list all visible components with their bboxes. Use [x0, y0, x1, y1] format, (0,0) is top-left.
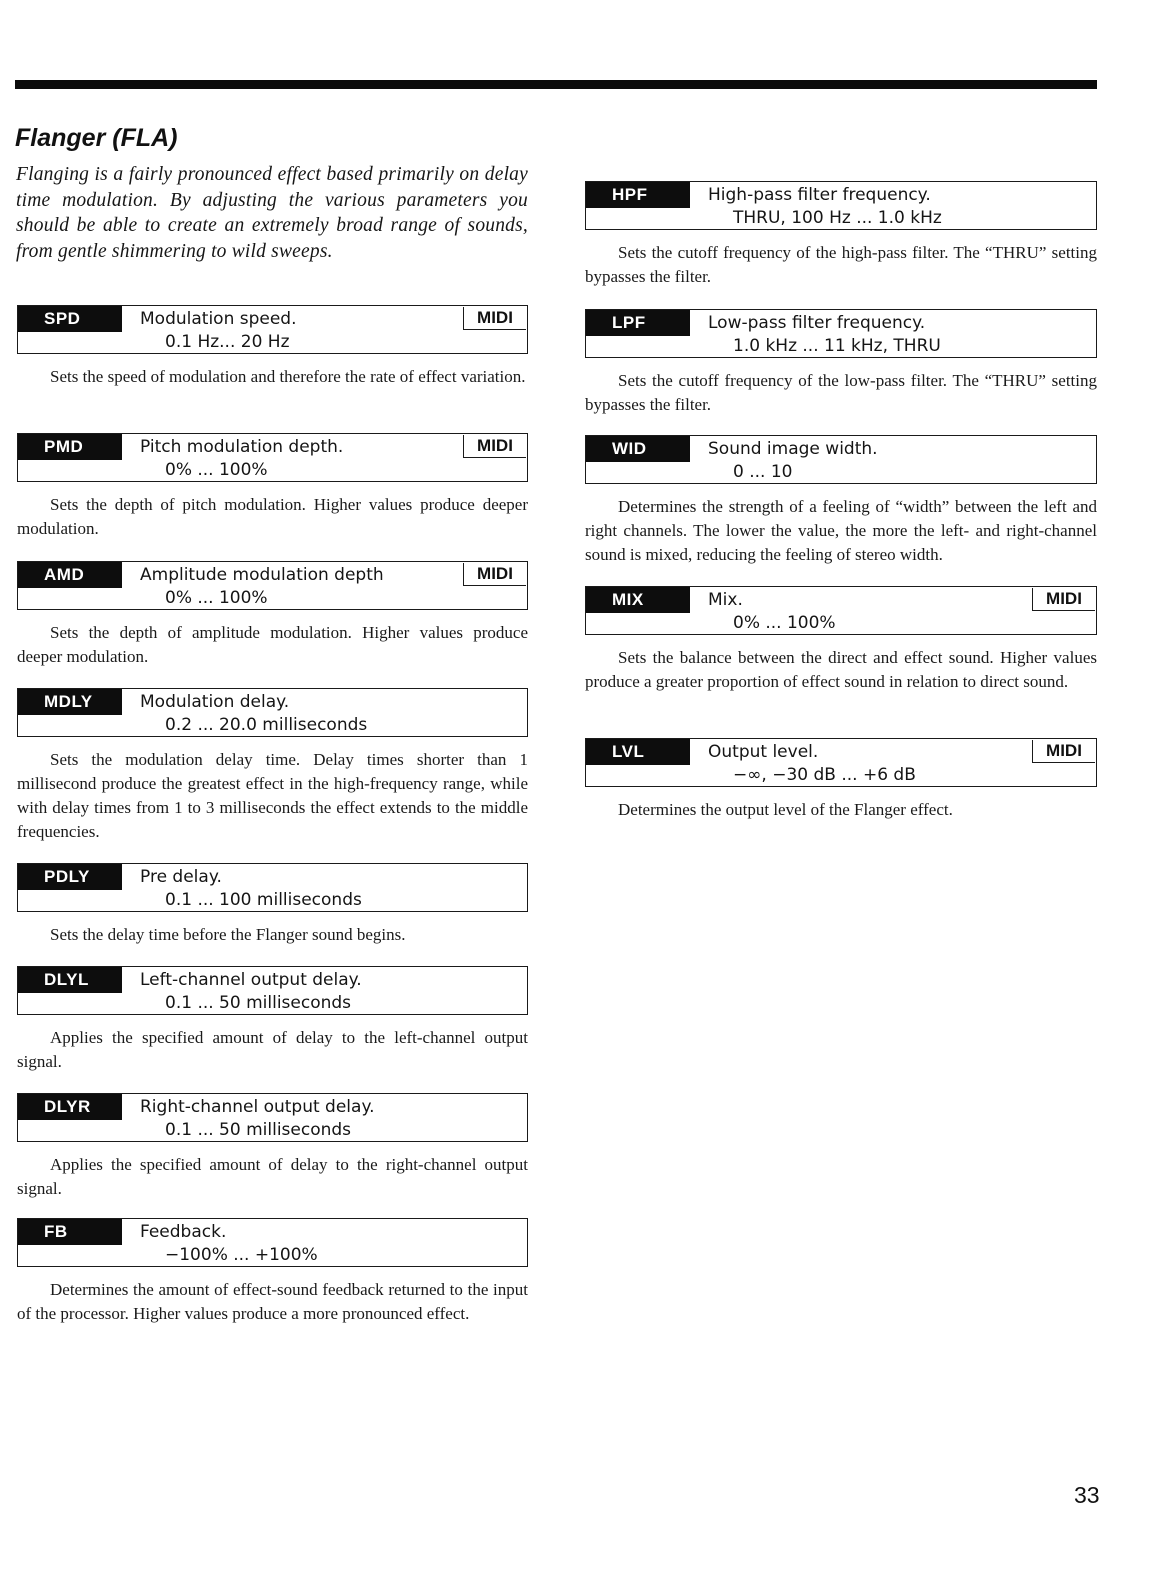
param-name: Mix. [708, 590, 743, 610]
param-box [17, 863, 528, 912]
param-range: −∞, −30 dB ... +6 dB [733, 765, 916, 785]
midi-badge: MIDI [463, 435, 526, 458]
param-description: Sets the cutoff frequency of the low-pass filter. The “THRU” setting bypasses the filter. [585, 371, 1097, 414]
param-range: 0.1 ... 50 milliseconds [165, 1120, 352, 1140]
param-dlyl [17, 966, 528, 1074]
param-pmd [17, 433, 528, 541]
param-tag: WID [586, 436, 690, 462]
param-tag: LPF [586, 310, 690, 336]
param-wid [585, 435, 1097, 567]
param-description: Sets the delay time before the Flanger sound begins. [50, 925, 406, 944]
param-range: 0% ... 100% [165, 588, 268, 608]
param-description: Sets the cutoff frequency of the high-pass filter. The “THRU” setting bypasses the filter. [585, 243, 1097, 286]
param-box [17, 433, 528, 482]
section-intro: Flanging is a fairly pronounced effect based primarily on delay time modulation. By adjusting the various parameters you should be able to create an extremely broad range of sounds, from gentle shimmering to wild sweeps. [16, 164, 528, 262]
param-mix [585, 586, 1097, 694]
param-hpf [585, 181, 1097, 289]
param-tag: HPF [586, 182, 690, 208]
param-name: Output level. [708, 742, 819, 762]
param-range: 0.2 ... 20.0 milliseconds [165, 715, 368, 735]
param-tag: SPD [18, 306, 122, 332]
param-name: Pre delay. [140, 867, 222, 887]
page-number: 33 [1074, 1482, 1100, 1508]
param-spd [17, 305, 528, 389]
param-name: Pitch modulation depth. [140, 437, 344, 457]
param-description: Sets the balance between the direct and effect sound. Higher values produce a greater proportion of effect sound in relation to direct sound. [585, 648, 1097, 691]
param-description: Sets the depth of amplitude modulation. Higher values produce deeper modulation. [17, 623, 528, 666]
param-amd [17, 561, 528, 669]
param-box [585, 738, 1097, 787]
param-range: 1.0 kHz ... 11 kHz, THRU [733, 336, 941, 356]
param-description: Applies the specified amount of delay to the left-channel output signal. [17, 1028, 528, 1071]
param-box [585, 309, 1097, 358]
param-range: 0.1 ... 100 milliseconds [165, 890, 362, 910]
param-name: Modulation speed. [140, 309, 297, 329]
param-description: Determines the amount of effect-sound feedback returned to the input of the processor. Higher values produce a more pronounced effect. [17, 1280, 528, 1323]
param-name: Modulation delay. [140, 692, 290, 712]
param-tag: MDLY [18, 689, 122, 715]
param-tag: LVL [586, 739, 690, 765]
midi-badge: MIDI [1032, 588, 1095, 611]
param-box [17, 1093, 528, 1142]
param-name: Right-channel output delay. [140, 1097, 375, 1117]
param-description: Determines the output level of the Flanger effect. [618, 800, 953, 819]
param-tag: DLYL [18, 967, 122, 993]
param-description: Sets the depth of pitch modulation. Higher values produce deeper modulation. [17, 495, 528, 538]
param-fb [17, 1218, 528, 1326]
param-name: High-pass filter frequency. [708, 185, 931, 205]
param-tag: PMD [18, 434, 122, 460]
param-tag: DLYR [18, 1094, 122, 1120]
param-name: Amplitude modulation depth [140, 565, 384, 585]
param-name: Sound image width. [708, 439, 878, 459]
param-range: 0% ... 100% [165, 460, 268, 480]
param-range: 0.1 ... 50 milliseconds [165, 993, 352, 1013]
param-pdly [17, 863, 528, 947]
param-tag: FB [18, 1219, 122, 1245]
param-box [17, 688, 528, 737]
param-box [585, 181, 1097, 230]
param-mdly [17, 688, 528, 844]
param-name: Feedback. [140, 1222, 227, 1242]
param-lvl [585, 738, 1097, 822]
param-tag: MIX [586, 587, 690, 613]
midi-badge: MIDI [463, 563, 526, 586]
param-range: −100% ... +100% [165, 1245, 318, 1265]
header-rule [15, 80, 1097, 89]
param-range: THRU, 100 Hz ... 1.0 kHz [733, 208, 942, 228]
param-description: Determines the strength of a feeling of “width” between the left and right channels. The lower the value, the more the left- and right-channel sound is mixed, reducing the feeling of stereo width. [585, 497, 1097, 564]
param-description: Sets the speed of modulation and therefore the rate of effect variation. [50, 367, 526, 386]
param-description: Applies the specified amount of delay to the right-channel output signal. [17, 1155, 528, 1198]
param-box [585, 435, 1097, 484]
param-box [17, 305, 528, 354]
param-range: 0.1 Hz... 20 Hz [165, 332, 290, 352]
midi-badge: MIDI [463, 307, 526, 330]
midi-badge: MIDI [1032, 740, 1095, 763]
param-tag: AMD [18, 562, 122, 588]
param-tag: PDLY [18, 864, 122, 890]
param-range: 0 ... 10 [733, 462, 793, 482]
param-name: Left-channel output delay. [140, 970, 362, 990]
section-title: Flanger (FLA) [15, 124, 178, 152]
param-box [585, 586, 1097, 635]
param-description: Sets the modulation delay time. Delay times shorter than 1 millisecond produce the greatest effect in the high-frequency range, while with delay times from 1 to 3 milliseconds the effect extends to the middle frequencies. [17, 750, 528, 841]
param-lpf [585, 309, 1097, 417]
param-range: 0% ... 100% [733, 613, 836, 633]
param-box [17, 561, 528, 610]
param-dlyr [17, 1093, 528, 1201]
param-box [17, 1218, 528, 1267]
param-name: Low-pass filter frequency. [708, 313, 926, 333]
param-box [17, 966, 528, 1015]
